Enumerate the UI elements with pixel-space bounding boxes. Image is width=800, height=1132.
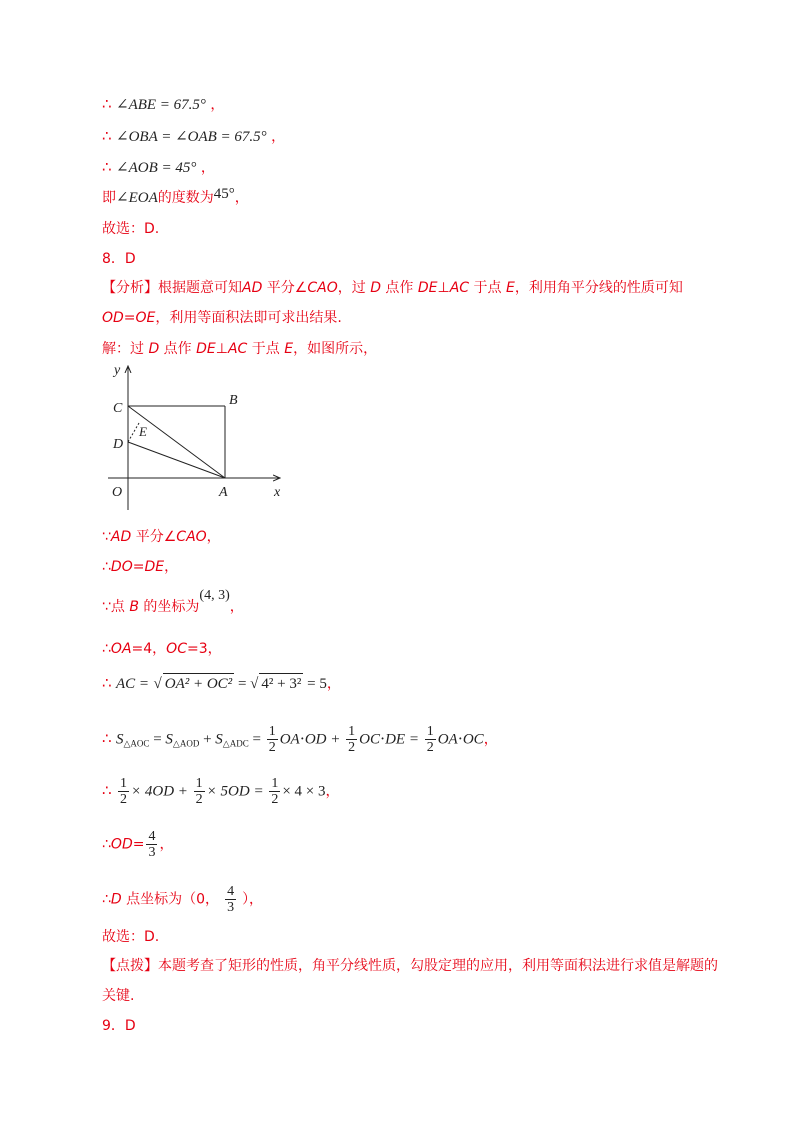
math-text: B <box>129 599 139 615</box>
fraction <box>146 829 157 860</box>
equals: = <box>234 676 251 692</box>
math-text: OA <box>110 641 132 657</box>
fraction <box>118 776 129 807</box>
text: 的坐标为 <box>138 599 200 615</box>
numerator: 4 <box>227 884 235 899</box>
text: 点作 <box>159 341 197 357</box>
math-text: × 4OD + <box>131 783 192 800</box>
math-text: S <box>116 731 124 748</box>
segment-da <box>128 442 225 478</box>
text: ）， <box>242 891 264 908</box>
denominator: 2 <box>195 792 203 807</box>
math-text: OA⋅OD + <box>279 731 345 748</box>
math-text: OD=OE <box>102 310 156 326</box>
math-text: × 5OD = <box>206 783 268 800</box>
math-text: CAO <box>176 529 207 545</box>
analysis-line <box>102 278 683 298</box>
text: 点作 <box>380 280 418 296</box>
angle-oba-expr: ∠OBA = ∠OAB = 67.5° <box>116 129 267 145</box>
math-text: D <box>370 280 381 296</box>
therefore-symbol: ∴ <box>102 127 112 145</box>
coord-value: (4, 3) <box>199 588 230 603</box>
text: 于点 <box>469 280 506 296</box>
equals: = <box>248 731 265 748</box>
line-eoa <box>102 188 249 208</box>
analysis-line-2 <box>102 308 342 328</box>
therefore-symbol: ∴ <box>102 641 111 657</box>
text: 的度数为 <box>157 190 214 206</box>
angle-abe-expr: ∠ABE = 67.5° <box>116 97 206 113</box>
subscript: △ADC <box>222 738 249 749</box>
text: ，利用角平分线的性质可知 <box>514 280 683 296</box>
therefore-symbol: ∴ <box>102 674 112 692</box>
text: 平分∠ <box>262 280 308 296</box>
therefore-symbol: ∴ <box>102 836 111 853</box>
math-text: CAO <box>307 280 338 296</box>
point-e-label: E <box>139 424 147 439</box>
solution-intro <box>102 339 377 359</box>
subscript: △AOD <box>172 738 200 749</box>
math-text: × 4 × 3 <box>282 783 326 800</box>
area-equation <box>102 724 498 755</box>
because-symbol: ∵ <box>102 529 111 545</box>
text: ， <box>229 599 244 615</box>
therefore-symbol: ∴ <box>102 158 112 176</box>
segment-de <box>128 423 139 442</box>
subscript: △AOC <box>123 738 150 749</box>
angle-eoa-expr: ∠EOA <box>116 190 158 206</box>
fraction <box>346 724 357 755</box>
comma: ， <box>159 836 174 853</box>
numerator: 1 <box>426 724 434 739</box>
comma: ， <box>271 129 286 145</box>
math-text: OD <box>110 836 133 853</box>
fraction <box>269 776 280 807</box>
text: ，过 <box>337 280 371 296</box>
denominator: 3 <box>148 845 156 860</box>
given-bisector <box>102 527 221 547</box>
numerator: 4 <box>148 829 156 844</box>
comma: ， <box>325 783 340 800</box>
segment-ca <box>128 406 225 478</box>
answer-line-7: 故选：D. <box>102 221 160 237</box>
equals: = <box>149 731 166 748</box>
question-8-header: 8．D <box>102 251 136 267</box>
x-axis-label: x <box>274 485 281 500</box>
therefore-symbol: ∴ <box>102 95 112 113</box>
therefore-symbol: ∴ <box>102 559 111 575</box>
numerator: 1 <box>195 776 203 791</box>
math-text: DO=DE <box>110 559 165 575</box>
math-text: D <box>110 891 122 908</box>
comma: ， <box>200 160 215 176</box>
math-text: S <box>165 731 173 748</box>
line-abe <box>102 94 224 115</box>
math-text: E <box>505 280 515 296</box>
therefore-symbol: ∴ <box>102 891 111 908</box>
substituted-equation <box>102 776 340 807</box>
math-text: DE⊥AC <box>417 280 470 296</box>
geometry-figure <box>100 358 300 518</box>
math-text: AD <box>242 280 263 296</box>
point-b-label: B <box>229 393 238 408</box>
point-d-label: D <box>113 437 124 452</box>
text: 于点 <box>247 341 285 357</box>
plus: + <box>199 731 216 748</box>
angle-value: 45° <box>213 186 235 202</box>
do-equals-de <box>102 557 178 577</box>
comma: ， <box>326 676 341 692</box>
numerator: 1 <box>120 776 127 791</box>
fraction <box>225 884 236 915</box>
text: ，利用等面积法即可求出结果. <box>155 310 342 326</box>
denominator: 2 <box>271 792 279 807</box>
text: =4， <box>131 641 167 657</box>
math-text: D <box>148 341 160 357</box>
fraction <box>425 724 436 755</box>
d-coordinate <box>102 884 263 915</box>
numerator: 1 <box>271 776 279 791</box>
point-a-label: A <box>219 485 228 500</box>
text: 本题考查了矩形的性质，角平分线性质，勾股定理的应用，利用等面积法进行求值是解题的 <box>158 958 718 974</box>
text: =3， <box>186 641 222 657</box>
denominator: 3 <box>227 900 235 915</box>
math-text: E <box>284 341 294 357</box>
radical: 4² + 3² <box>259 673 303 694</box>
ac-calculation: ∴ AC = √ OA² + OC² = √ 4² + 3² = 5， <box>102 674 341 692</box>
text: 即 <box>102 190 116 206</box>
math-text: AC = <box>116 676 150 692</box>
math-text: S <box>215 731 223 748</box>
denominator: 2 <box>120 792 127 807</box>
line-oba <box>102 126 285 147</box>
analysis-tag: 【分析】 <box>102 280 158 296</box>
y-axis-label: y <box>114 363 121 378</box>
math-text: AD <box>110 529 132 545</box>
math-text: OC⋅DE = <box>359 731 423 748</box>
denominator: 2 <box>348 740 356 755</box>
text: = <box>132 836 145 853</box>
therefore-symbol: ∴ <box>102 729 112 748</box>
result: = 5 <box>303 676 327 692</box>
answer-line-8: 故选：D. <box>102 929 160 945</box>
text: ， <box>206 529 221 545</box>
denominator: 2 <box>268 740 276 755</box>
oa-oc-values <box>102 639 222 659</box>
tips-line-2: 关键. <box>102 988 135 1004</box>
tips-line <box>102 956 718 976</box>
comma: ， <box>483 731 498 748</box>
line-aob <box>102 157 215 178</box>
angle-aob-expr: ∠AOB = 45° <box>116 160 197 176</box>
fraction <box>194 776 205 807</box>
text: 根据题意可知 <box>158 280 242 296</box>
od-value <box>102 829 173 860</box>
fraction <box>267 724 278 755</box>
point-b-coord <box>102 588 244 618</box>
point-c-label: C <box>113 401 123 416</box>
radical: OA² + OC² <box>163 673 234 694</box>
text: ， <box>164 559 179 575</box>
text: ，如图所示， <box>293 341 378 357</box>
numerator: 1 <box>348 724 356 739</box>
text: 解：过 <box>102 341 149 357</box>
math-text: DE⊥AC <box>196 341 248 357</box>
therefore-symbol: ∴ <box>102 781 112 800</box>
comma: ， <box>234 190 249 206</box>
text: 点坐标为（0， <box>121 891 220 908</box>
denominator: 2 <box>426 740 434 755</box>
question-9-header: 9．D <box>102 1018 136 1034</box>
math-text: OC <box>166 641 187 657</box>
comma: ， <box>210 97 225 113</box>
point-o-label: O <box>112 485 123 500</box>
text: ∵点 <box>102 599 130 615</box>
text: 平分∠ <box>131 529 177 545</box>
math-text: OA⋅OC <box>437 731 484 748</box>
tips-tag: 【点拨】 <box>102 958 158 974</box>
numerator: 1 <box>268 724 276 739</box>
